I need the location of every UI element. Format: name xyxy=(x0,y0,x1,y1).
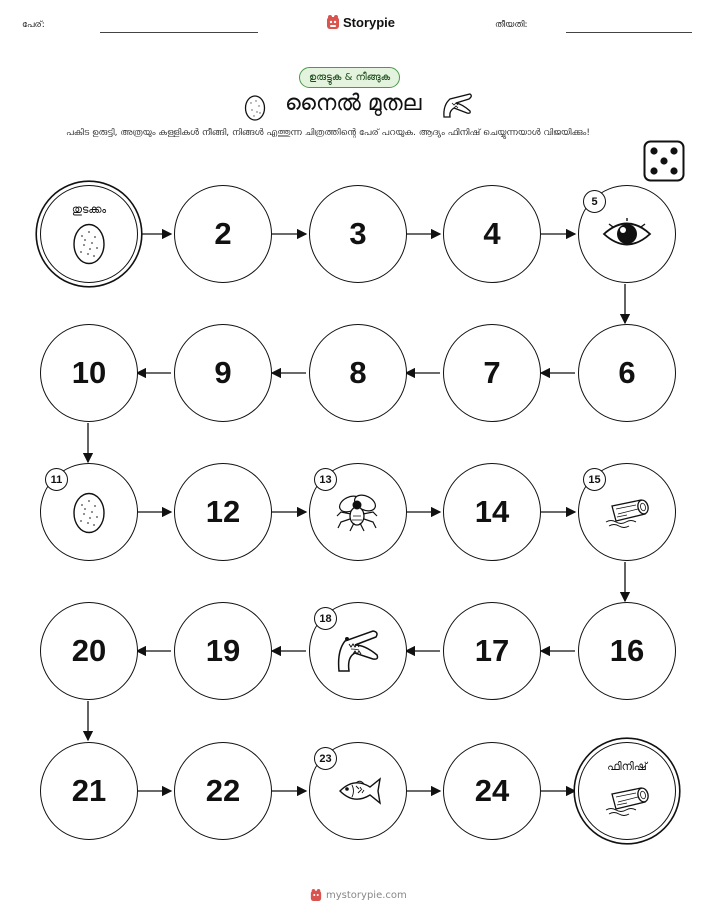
board-cell-24[interactable] xyxy=(443,742,541,840)
board-cell-17[interactable] xyxy=(443,602,541,700)
board-cell-5[interactable] xyxy=(578,185,676,283)
fly-icon xyxy=(333,490,383,538)
cell-number-tag: 15 xyxy=(583,468,606,491)
cell-number: 6 xyxy=(618,355,636,390)
board-cell-6[interactable] xyxy=(578,324,676,422)
cell-number: 10 xyxy=(71,355,107,390)
cell-number: 19 xyxy=(205,633,241,668)
cell-number: 12 xyxy=(205,494,241,529)
board-cell-3[interactable] xyxy=(309,185,407,283)
cell-number: 22 xyxy=(205,773,241,808)
cell-number-tag: 13 xyxy=(314,468,337,491)
instructions-text: പകിട ഉരുട്ടി, അത്രയും കള്ളികൾ നീങ്ങി, നിങ്ങൾ എത്തുന്ന ചിത്രത്തിന്റെ പേര് പറയുക. ആദ്യം ഫിനിഷ് ചെയ്യുന്നയാൾ വിജയിക്കും! xyxy=(66,128,590,138)
cell-number: 3 xyxy=(349,216,367,251)
board-cell-4[interactable] xyxy=(443,185,541,283)
cell-number: 16 xyxy=(609,633,645,668)
cell-number: 20 xyxy=(71,633,107,668)
cell-number: 2 xyxy=(214,216,232,251)
cell-number: 24 xyxy=(474,773,510,808)
footer xyxy=(310,888,407,902)
log-icon xyxy=(603,784,651,820)
page-title: നൈൽ മുതല xyxy=(285,91,422,116)
brand-name: Storypie xyxy=(343,14,396,30)
cell-number: 7 xyxy=(483,355,501,390)
game-type-badge: ഉരുട്ടുക & നീങ്ങുക xyxy=(299,67,400,88)
eye-icon xyxy=(601,217,653,255)
egg-icon xyxy=(72,490,106,538)
cell-number-tag: 23 xyxy=(314,747,337,770)
finish-label: ഫിനിഷ് xyxy=(607,760,647,773)
board-cell-9[interactable] xyxy=(174,324,272,422)
board-cell-16[interactable] xyxy=(578,602,676,700)
footer-url[interactable]: mystorypie.com xyxy=(326,889,407,901)
cell-number: 4 xyxy=(483,216,501,251)
board-cell-11[interactable] xyxy=(40,463,138,561)
board-cell-19[interactable] xyxy=(174,602,272,700)
name-label: പേര്: xyxy=(22,20,45,30)
board-cell-23[interactable] xyxy=(309,742,407,840)
cell-number-tag: 5 xyxy=(583,190,606,213)
board-cell-22[interactable] xyxy=(174,742,272,840)
board-cell-15[interactable] xyxy=(578,463,676,561)
board-cell-8[interactable] xyxy=(309,324,407,422)
cell-number: 9 xyxy=(214,355,232,390)
cell-number: 21 xyxy=(71,773,107,808)
cell-number-tag: 18 xyxy=(314,607,337,630)
finish-cell[interactable] xyxy=(578,742,676,840)
fish-icon xyxy=(332,775,384,811)
start-label: തുടക്കം xyxy=(71,203,107,216)
board-cell-12[interactable] xyxy=(174,463,272,561)
log-icon xyxy=(603,496,651,532)
board-cell-21[interactable] xyxy=(40,742,138,840)
cell-number: 14 xyxy=(474,494,510,529)
cell-number: 8 xyxy=(349,355,367,390)
board-cell-13[interactable] xyxy=(309,463,407,561)
crocodile-icon xyxy=(333,627,383,679)
cell-number: 17 xyxy=(474,633,510,668)
board-cell-10[interactable] xyxy=(40,324,138,422)
egg-icon xyxy=(72,221,106,269)
board-cell-2[interactable] xyxy=(174,185,272,283)
board-cell-7[interactable] xyxy=(443,324,541,422)
board-cell-14[interactable] xyxy=(443,463,541,561)
cell-number-tag: 11 xyxy=(45,468,68,491)
date-label: തീയതി: xyxy=(495,20,528,30)
board-cell-18[interactable] xyxy=(309,602,407,700)
board-cell-20[interactable] xyxy=(40,602,138,700)
start-cell[interactable] xyxy=(40,185,138,283)
footer-mascot-icon xyxy=(310,888,322,902)
